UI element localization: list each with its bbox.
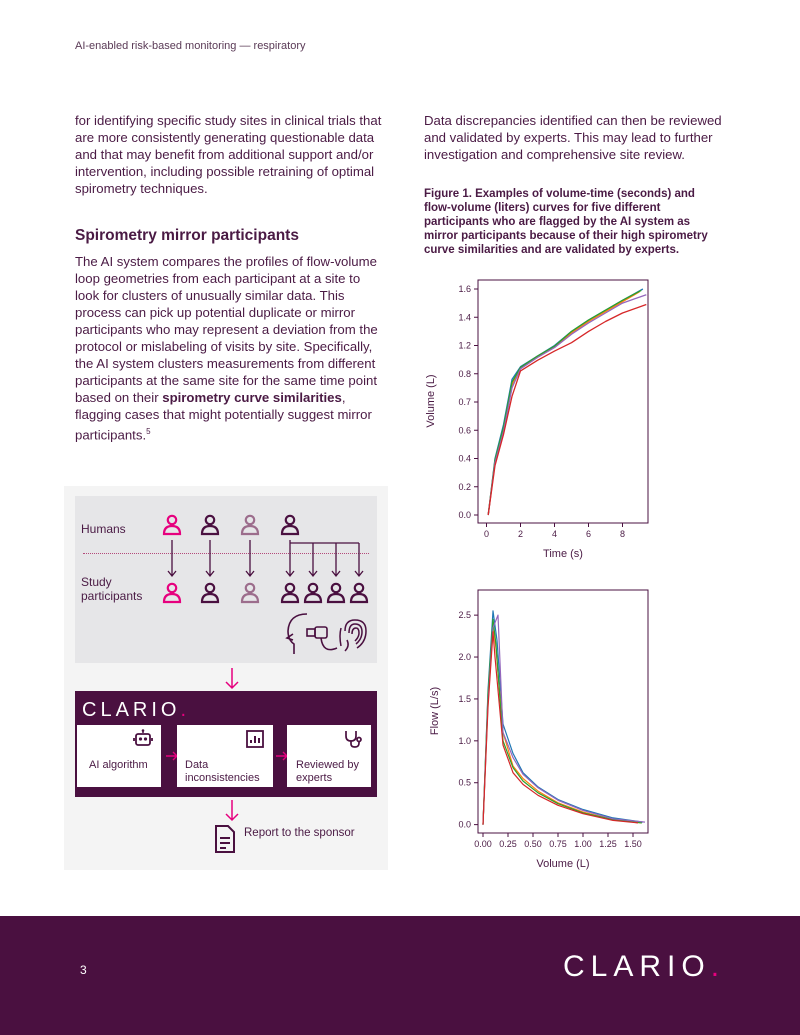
- chart2-x-axis: [474, 833, 642, 849]
- humans-label: Humans: [81, 522, 126, 536]
- chart2-x-tick-label: 1.00: [574, 839, 592, 849]
- step-ai-algorithm: [77, 725, 161, 787]
- chart2-x-label: Volume (L): [536, 858, 590, 870]
- robot-icon: [133, 729, 153, 749]
- footer-logo-text: CLARIO: [563, 950, 711, 983]
- section-title: Spirometry mirror participants: [75, 227, 299, 244]
- chart1-series-line-1: [488, 289, 643, 515]
- chart1-x-tick-label: 8: [619, 529, 626, 539]
- chart2-y-label: Flow (L/s): [429, 686, 441, 736]
- participant-icon-3: [242, 584, 258, 602]
- chart2-series-line-4: [483, 615, 645, 825]
- participant-icon-2: [202, 584, 218, 602]
- chart1-y-tick-label: 0.8: [458, 368, 471, 379]
- report-label: Report to the sponsor: [244, 827, 355, 839]
- step-reviewed-label: Reviewed by experts: [296, 759, 359, 784]
- chart2-y-tick-label: 1.0: [458, 735, 471, 746]
- chart2-series: [483, 611, 645, 825]
- running-header: AI-enabled risk-based monitoring — respiratory: [75, 40, 306, 52]
- chart2-series-line-1: [483, 611, 643, 825]
- chart2-y-tick-label: 2.5: [458, 610, 471, 621]
- chart1-plot-area: [478, 280, 648, 523]
- chart1-y-tick-label: 0.6: [458, 425, 471, 436]
- chart1-y-tick-label: 0.2: [458, 481, 471, 492]
- process-diagram: [64, 486, 388, 870]
- chart2-series-line-2: [483, 624, 641, 825]
- human-person-icon-1: [164, 516, 180, 534]
- report-document-icon: [214, 824, 236, 854]
- spirometer-icon: [287, 614, 337, 654]
- footer-clario-logo: [563, 950, 725, 984]
- chart2-x-tick-label: 0.75: [549, 839, 567, 849]
- intro-paragraph-left: for identifying specific study sites in clinical trials that are more consistently generating questionable data and that may benefit from additional support and/or intervention, including possible retraining of optimal spirometry techniques.: [75, 113, 382, 196]
- chart1-y-tick-label: 1.6: [458, 284, 471, 294]
- chart2-series-line-5: [483, 632, 638, 825]
- participant-icon-7: [351, 584, 367, 602]
- clario-logo: [82, 699, 190, 722]
- chart1-y-axis: [458, 284, 478, 520]
- chart1-y-tick-label: 0.4: [458, 453, 471, 464]
- human-person-icon-3: [242, 516, 258, 534]
- fingerprint-icon: [340, 620, 366, 651]
- page-number: 3: [80, 963, 87, 977]
- chart1-x-tick-label: 0: [483, 529, 490, 539]
- left-column: [75, 112, 385, 443]
- participant-icon-6: [328, 584, 344, 602]
- chart2-y-tick-label: 0.5: [458, 777, 471, 788]
- chart-document-icon: [245, 729, 265, 749]
- participants-label: Study participants: [81, 575, 143, 603]
- footer-band: [0, 916, 800, 1035]
- chart2-x-tick-label: 1.50: [624, 839, 642, 849]
- mirror-paragraph-part1: The AI system compares the profiles of flow-volume loop geometries from each participant at a site to look for clusters of unusually similar data. This process can pick up potential duplicate or mirror participants who may represent a deviation from the protocol or mislabeling of visits by site. Specifically, the AI system clusters measurements from different participants at the same site for the same time point based on their: [75, 254, 378, 405]
- chart1-x-tick-label: 4: [551, 529, 558, 539]
- chart1-y-tick-label: 0.7: [458, 397, 471, 407]
- chart2-x-tick-label: 0.00: [474, 839, 492, 849]
- footer-logo-dot: .: [710, 950, 726, 983]
- participant-icon-5: [305, 584, 321, 602]
- chart1-x-tick-label: 6: [585, 529, 592, 539]
- right-column: [424, 112, 724, 257]
- flow-volume-chart: [420, 585, 650, 875]
- chart2-y-tick-label: 2.0: [458, 652, 471, 663]
- chart1-y-tick-label: 1.2: [458, 340, 471, 351]
- chart1-series-line-4: [488, 295, 646, 515]
- chart2-x-tick-label: 0.25: [499, 839, 517, 849]
- intro-paragraph-right: Data discrepancies identified can then be reviewed and validated by experts. This may lead to further investigation and comprehensive site review.: [424, 113, 722, 162]
- participant-icon-1: [164, 584, 180, 602]
- arrow-group: [168, 540, 363, 576]
- humans-participants-panel: [75, 496, 377, 663]
- chart1-y-label: Volume (L): [425, 374, 437, 428]
- chart2-y-tick-label: 1.5: [458, 693, 471, 704]
- stethoscope-icon: [343, 729, 363, 749]
- reference-number: 5: [146, 427, 151, 436]
- chart1-x-axis: [484, 523, 625, 539]
- figure-caption: Figure 1. Examples of volume-time (seconds) and flow-volume (liters) curves for five different participants who are flagged by the AI system as mirror participants because of their high spirometry curve similarities and are validated by experts.: [424, 188, 708, 256]
- down-arrow-icon: [222, 666, 242, 694]
- down-arrow-icon: [222, 798, 242, 826]
- chart1-x-tick-label: 2: [517, 529, 524, 539]
- mirror-paragraph: [75, 253, 385, 443]
- chart2-x-tick-label: 1.25: [599, 839, 617, 849]
- chart2-y-axis: [458, 610, 478, 829]
- step-reviewed-by-experts: [287, 725, 371, 787]
- chart2-y-tick-label: 0.0: [458, 819, 471, 830]
- clario-process-box: [75, 691, 377, 797]
- humans-participants-graphic: [75, 496, 377, 663]
- participant-icon-4: [282, 584, 298, 602]
- chart1-x-label: Time (s): [543, 548, 583, 560]
- chart1-y-tick-label: 0.0: [458, 510, 471, 520]
- step-data-label: Data inconsistencies: [185, 759, 260, 784]
- clario-logo-dot: .: [180, 699, 191, 721]
- step-ai-label: AI algorithm: [89, 759, 148, 771]
- volume-time-chart: [420, 275, 650, 565]
- human-person-icon-4: [282, 516, 298, 534]
- chart2-x-tick-label: 0.50: [524, 839, 542, 849]
- chart1-series: [488, 289, 646, 515]
- chart2-series-line-3: [483, 619, 642, 824]
- step-data-inconsistencies: [177, 725, 273, 787]
- clario-logo-text: CLARIO: [82, 699, 181, 721]
- mirror-paragraph-part2: , flagging cases that might potentially suggest mirror participants.: [75, 390, 372, 443]
- chart1-y-tick-label: 1.4: [458, 312, 471, 323]
- human-person-icon-2: [202, 516, 218, 534]
- chart2-plot-area: [478, 590, 648, 833]
- mirror-paragraph-bold: spirometry curve similarities: [162, 390, 342, 405]
